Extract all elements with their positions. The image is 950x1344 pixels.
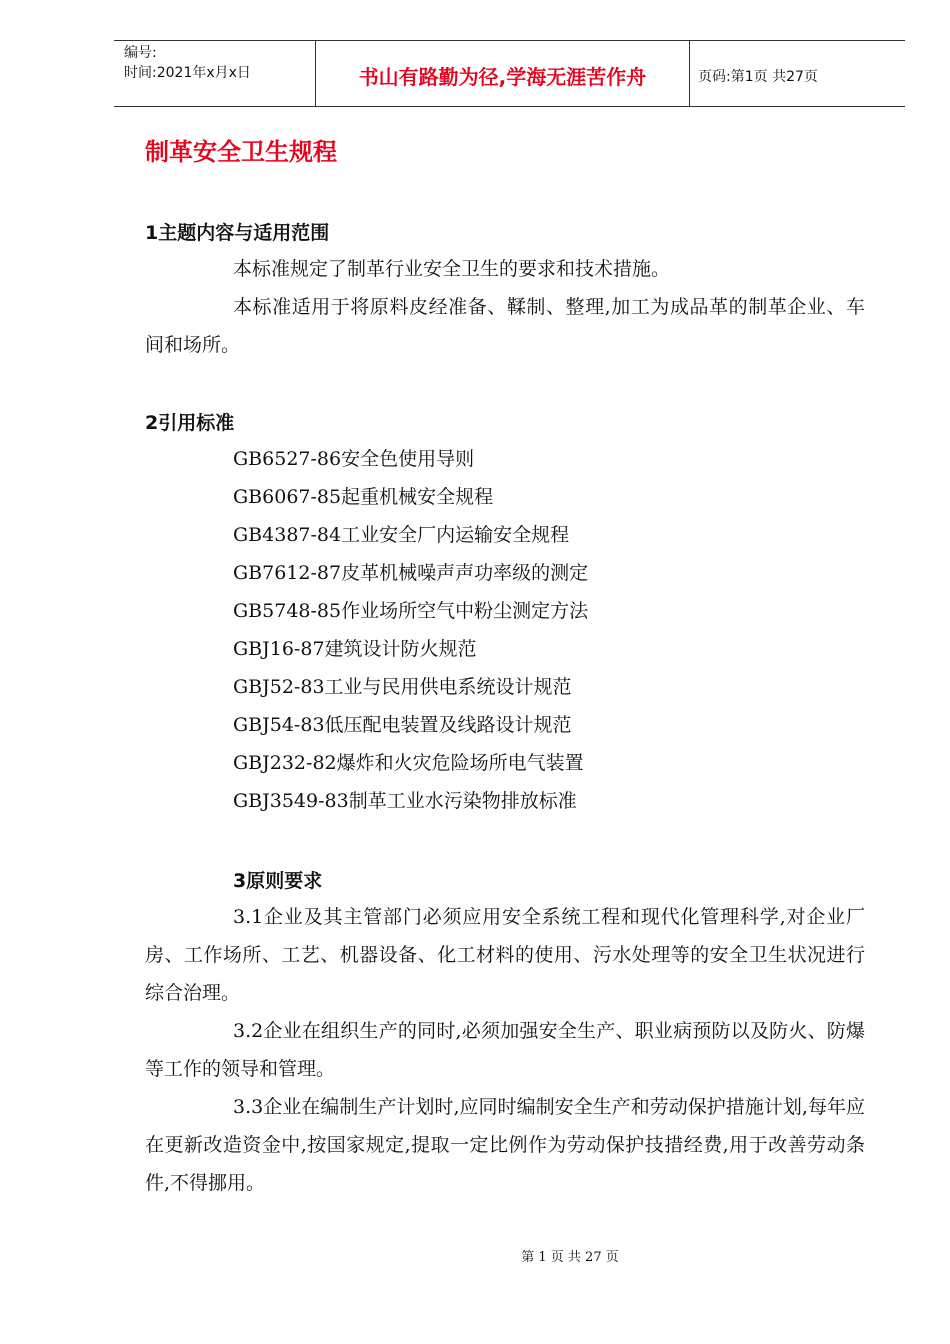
reference-item: GBJ54-83低压配电装置及线路设计规范 [233, 714, 572, 736]
reference-item: GB6067-85起重机械安全规程 [233, 486, 494, 508]
page-header [114, 40, 905, 107]
section-1-paragraph-1: 本标准规定了制革行业安全卫生的要求和技术措施。 [233, 258, 671, 280]
page-footer-number: 第 1 页 共 27 页 [521, 1250, 619, 1265]
reference-item: GB4387-84工业安全厂内运输安全规程 [233, 524, 570, 546]
header-meta-cell [114, 41, 316, 106]
section-heading-2: 2引用标准 [145, 412, 235, 434]
reference-standards-list [233, 440, 588, 820]
reference-item: GB6527-86安全色使用导则 [233, 448, 475, 470]
section-heading-3: 3原则要求 [233, 870, 323, 892]
section-heading-1: 1主题内容与适用范围 [145, 222, 330, 244]
header-motto: 书山有路勤为径,学海无涯苦作舟 [316, 41, 690, 106]
reference-item: GB5748-85作业场所空气中粉尘测定方法 [233, 600, 589, 622]
section-3-paragraph-1: 3.1企业及其主管部门必须应用安全系统工程和现代化管理科学,对企业厂房、工作场所、工艺、机器设备、化工材料的使用、污水处理等的安全卫生状况进行综合治理。 [145, 906, 865, 1004]
document-number-label: 编号: [124, 45, 157, 61]
document-title: 制革安全卫生规程 [145, 138, 337, 166]
reference-item: GBJ16-87建筑设计防火规范 [233, 638, 477, 660]
document-time-label: 时间:2021年x月x日 [124, 65, 251, 81]
header-page-info: 页码:第1页 共27页 [698, 68, 818, 85]
section-1-paragraph-2: 本标准适用于将原料皮经准备、鞣制、整理,加工为成品革的制革企业、车间和场所。 [145, 296, 865, 356]
reference-item: GBJ232-82爆炸和火灾危险场所电气装置 [233, 752, 584, 774]
reference-item: GBJ3549-83制革工业水污染物排放标准 [233, 790, 577, 812]
section-3-paragraph-2: 3.2企业在组织生产的同时,必须加强安全生产、职业病预防以及防火、防爆等工作的领导和管理。 [145, 1020, 865, 1080]
reference-item: GBJ52-83工业与民用供电系统设计规范 [233, 676, 572, 698]
reference-item: GB7612-87皮革机械噪声声功率级的测定 [233, 562, 589, 584]
section-3-paragraph-3: 3.3企业在编制生产计划时,应同时编制安全生产和劳动保护措施计划,每年应在更新改造资金中,按国家规定,提取一定比例作为劳动保护技措经费,用于改善劳动条件,不得挪用。 [145, 1096, 865, 1194]
